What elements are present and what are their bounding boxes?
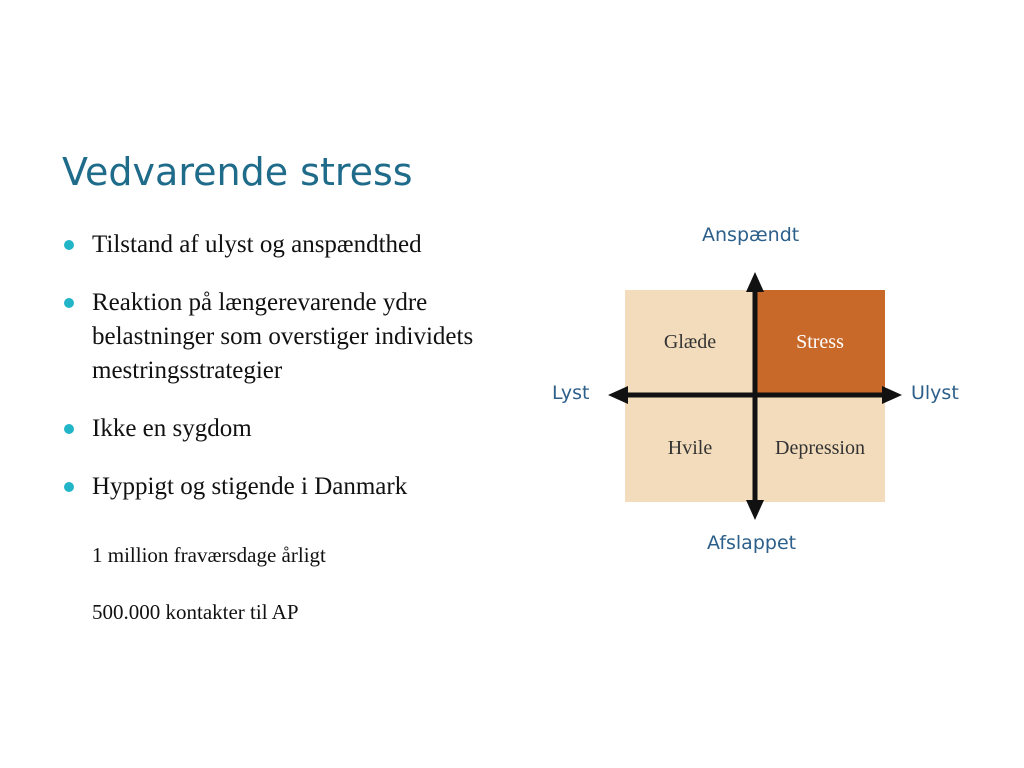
bullet-item xyxy=(62,412,522,446)
bullet-item xyxy=(62,470,522,504)
axis-label-bottom: Afslappet xyxy=(707,532,797,554)
bullet-item xyxy=(62,228,522,262)
bullet-dot-icon xyxy=(64,424,74,434)
bullet-list xyxy=(62,228,522,504)
quadrant-top-left: Glæde xyxy=(625,290,755,395)
axes-graphic xyxy=(550,220,970,560)
bullet-text: Tilstand af ulyst og anspændthed xyxy=(92,231,422,258)
bullet-dot-icon xyxy=(64,240,74,250)
bullet-text: Ikke en sygdom xyxy=(92,415,252,442)
quadrant-top-right: Stress xyxy=(755,290,885,395)
slide-title: Vedvarende stress xyxy=(62,150,413,194)
bullet-dot-icon xyxy=(64,298,74,308)
arrow-up-icon xyxy=(746,272,764,292)
quadrant-bottom-right: Depression xyxy=(755,395,885,502)
bullet-dot-icon xyxy=(64,482,74,492)
bullet-text: Reaktion på længerevarende ydre belastninger som overstiger individets mestringsstrategier xyxy=(92,289,474,384)
arrow-down-icon xyxy=(746,500,764,520)
quadrant-diagram xyxy=(550,220,970,560)
axis-label-top: Anspændt xyxy=(702,224,800,246)
sub-item: 500.000 kontakter til AP xyxy=(92,600,299,624)
axis-label-left: Lyst xyxy=(552,382,590,404)
axis-label-right: Ulyst xyxy=(911,382,959,404)
arrow-left-icon xyxy=(608,386,628,404)
bullet-item xyxy=(62,286,522,388)
quadrant-bottom-left: Hvile xyxy=(625,395,755,502)
bullet-text: Hyppigt og stigende i Danmark xyxy=(92,473,408,500)
sub-item: 1 million fraværsdage årligt xyxy=(92,543,326,567)
arrow-right-icon xyxy=(882,386,902,404)
